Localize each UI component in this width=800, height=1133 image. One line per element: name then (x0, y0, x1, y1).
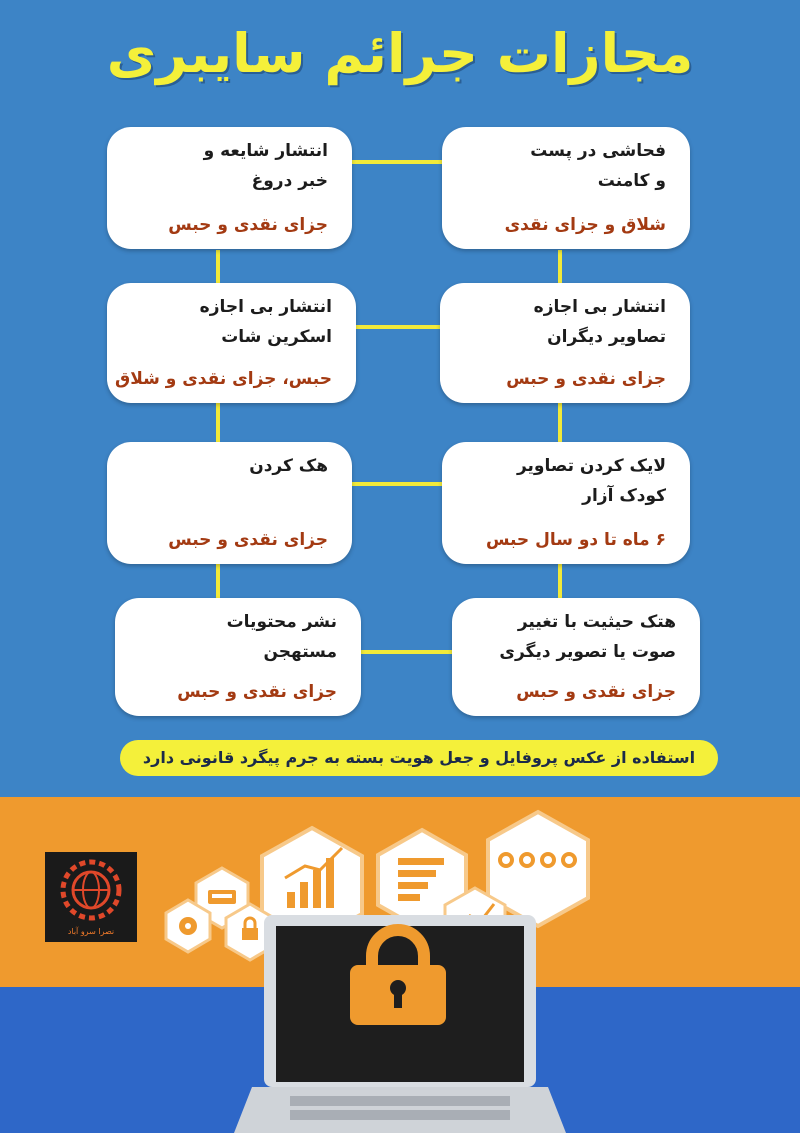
card-penalty: حبس، جزای نقدی و شلاق (115, 369, 332, 389)
card-child-abuse-like (442, 442, 690, 564)
card-line: انتشار شایعه و (203, 141, 328, 161)
card-penalty: جزای نقدی و حبس (168, 530, 328, 550)
card-penalty: جزای نقدی و حبس (168, 215, 328, 235)
connector (216, 402, 220, 444)
card-line: هتک حیثیت با تغییر (517, 612, 676, 632)
card-line: هک کردن (249, 456, 328, 476)
logo-text: نصرا سرو آباد (67, 927, 115, 936)
connector (216, 250, 220, 285)
logo (45, 852, 137, 942)
connector (558, 402, 562, 444)
card-others-images (440, 283, 690, 403)
card-obscene-content (115, 598, 361, 716)
connector (558, 562, 562, 600)
card-penalty: ۶ ماه تا دو سال حبس (485, 530, 666, 550)
card-penalty: شلاق و جزای نقدی (504, 215, 666, 235)
card-line: انتشار بی اجازه (533, 297, 666, 317)
card-screenshot (107, 283, 356, 403)
card-line: صوت یا تصویر دیگری (499, 642, 676, 662)
illustration (0, 797, 800, 1133)
connector (350, 482, 445, 486)
card-line: اسکرین شات (221, 327, 332, 347)
blue-floor (0, 987, 800, 1133)
connector (360, 650, 455, 654)
card-rumor (107, 127, 352, 249)
card-line: و کامنت (597, 171, 666, 191)
card-defamation (452, 598, 700, 716)
card-line: فحاشی در پست (530, 141, 666, 161)
card-penalty: جزای نقدی و حبس (177, 682, 337, 702)
globe-gear-icon (45, 854, 137, 926)
card-line: کودک آزار (582, 486, 666, 506)
connector (350, 160, 445, 164)
card-penalty: جزای نقدی و حبس (506, 369, 666, 389)
connector (558, 250, 562, 285)
connector (355, 325, 445, 329)
card-line: خبر دروغ (251, 171, 328, 191)
card-profanity (442, 127, 690, 249)
card-hacking (107, 442, 352, 564)
card-line: لایک کردن تصاویر (516, 456, 666, 476)
connector (216, 562, 220, 600)
card-line: انتشار بی اجازه (199, 297, 332, 317)
warning-banner: استفاده از عکس پروفایل و جعل هویت بسته به جرم پیگرد قانونی دارد (120, 740, 718, 776)
page-title: مجازات جرائم سایبری (106, 22, 694, 85)
card-line: مستهجن (263, 642, 337, 662)
card-line: نشر محتویات (226, 612, 337, 632)
card-penalty: جزای نقدی و حبس (516, 682, 676, 702)
card-line: تصاویر دیگران (547, 327, 666, 347)
